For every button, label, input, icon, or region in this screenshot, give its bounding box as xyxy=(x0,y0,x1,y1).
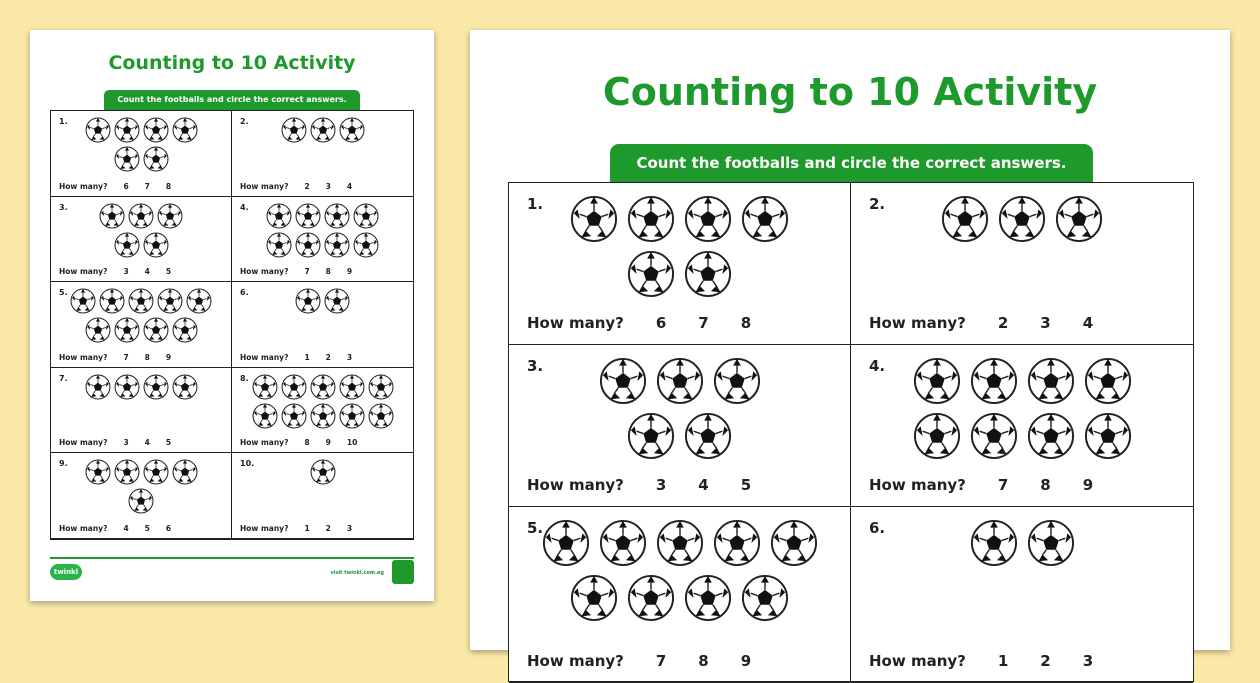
answer-option[interactable]: 8 xyxy=(325,267,331,277)
football-group xyxy=(51,459,231,517)
football-row xyxy=(627,250,732,298)
football-icon xyxy=(741,574,789,622)
football-row xyxy=(913,412,1132,460)
football-row xyxy=(266,232,379,258)
question-number: 10. xyxy=(240,459,255,469)
football-group xyxy=(232,288,413,317)
football-group xyxy=(232,117,413,146)
football-icon xyxy=(1084,357,1132,405)
answer-option[interactable]: 3 xyxy=(123,438,129,448)
how-many-label: How many? xyxy=(527,652,624,670)
question-cell xyxy=(232,197,413,283)
football-row xyxy=(114,232,169,258)
answer-row xyxy=(527,476,751,494)
answer-option[interactable]: 9 xyxy=(346,267,353,277)
answer-row xyxy=(59,182,171,191)
instruction-banner: Count the footballs and circle the correct answers. xyxy=(104,90,360,110)
answer-option[interactable]: 6 xyxy=(655,314,667,332)
football-icon xyxy=(114,117,140,143)
answer-option[interactable]: 7 xyxy=(997,476,1009,494)
question-number: 1. xyxy=(59,117,68,126)
footer-badge-icon xyxy=(392,560,414,584)
question-cell xyxy=(51,282,232,368)
question-cell xyxy=(232,111,413,197)
football-icon xyxy=(656,357,704,405)
football-icon xyxy=(252,374,278,400)
football-group xyxy=(851,519,1193,574)
question-number: 4. xyxy=(869,357,886,375)
question-number: 3. xyxy=(527,357,544,375)
football-icon xyxy=(172,117,198,143)
answer-option[interactable]: 3 xyxy=(655,476,667,494)
football-row xyxy=(310,459,336,485)
answer-row xyxy=(59,353,171,362)
football-row xyxy=(970,519,1075,567)
answer-row xyxy=(869,314,1093,332)
answer-option[interactable]: 4 xyxy=(144,438,150,448)
how-many-label: How many? xyxy=(869,314,966,332)
football-icon xyxy=(114,317,140,343)
answer-row xyxy=(240,353,352,362)
football-icon xyxy=(266,203,292,229)
answer-option[interactable]: 6 xyxy=(123,181,129,191)
answer-option[interactable]: 9 xyxy=(1082,476,1094,494)
football-icon xyxy=(570,195,618,243)
football-icon xyxy=(128,288,154,314)
football-group xyxy=(232,374,413,432)
question-number: 4. xyxy=(240,202,249,212)
football-row xyxy=(252,374,394,400)
answer-option[interactable]: 1 xyxy=(304,523,310,533)
how-many-label: How many? xyxy=(527,476,624,494)
football-icon xyxy=(684,574,732,622)
football-icon xyxy=(114,459,140,485)
question-cell xyxy=(851,345,1193,507)
answer-option[interactable]: 8 xyxy=(165,181,172,191)
answer-option[interactable]: 4 xyxy=(123,523,129,533)
answer-option[interactable]: 5 xyxy=(740,476,752,494)
question-grid-large xyxy=(508,182,1194,682)
football-row xyxy=(128,488,154,514)
answer-row xyxy=(240,524,352,533)
question-grid xyxy=(50,110,414,540)
question-number: 3. xyxy=(59,202,68,212)
answer-option[interactable]: 2 xyxy=(325,352,331,362)
football-icon xyxy=(324,232,350,258)
answer-option[interactable]: 5 xyxy=(165,438,172,448)
question-number: 1. xyxy=(527,195,544,213)
how-many-label: How many? xyxy=(59,438,108,448)
answer-option[interactable]: 5 xyxy=(144,523,150,533)
question-cell xyxy=(51,453,232,539)
answer-row xyxy=(869,476,1093,494)
question-cell xyxy=(509,345,851,507)
question-cell xyxy=(509,507,851,683)
worksheet-title: Counting to 10 Activity xyxy=(108,52,356,74)
football-icon xyxy=(114,232,140,258)
football-row xyxy=(295,288,350,314)
how-many-label: How many? xyxy=(240,523,289,533)
how-many-label: How many? xyxy=(59,181,108,191)
football-group xyxy=(51,374,231,403)
football-group xyxy=(51,288,231,346)
instruction-banner-large: Count the footballs and circle the correct answers. xyxy=(610,144,1093,182)
answer-option[interactable]: 8 xyxy=(144,352,150,362)
footer-url: visit twinkl.com.eg xyxy=(330,570,384,576)
football-group xyxy=(851,195,1193,250)
answer-option[interactable]: 10 xyxy=(346,438,358,448)
football-row xyxy=(85,374,198,400)
football-icon xyxy=(339,117,365,143)
football-icon xyxy=(324,288,350,314)
football-icon xyxy=(684,195,732,243)
question-cell xyxy=(851,183,1193,345)
football-group xyxy=(509,357,850,467)
question-number: 6. xyxy=(240,288,249,298)
football-row xyxy=(913,357,1132,405)
question-cell xyxy=(232,282,413,368)
answer-option[interactable]: 8 xyxy=(1040,476,1051,494)
question-cell xyxy=(51,111,232,197)
football-icon xyxy=(941,195,989,243)
answer-option[interactable]: 8 xyxy=(304,438,310,448)
football-icon xyxy=(172,374,198,400)
football-icon xyxy=(172,317,198,343)
question-number: 5. xyxy=(527,519,544,537)
how-many-label: How many? xyxy=(59,523,108,533)
answer-option[interactable]: 4 xyxy=(144,267,150,277)
how-many-label: How many? xyxy=(869,652,966,670)
answer-row xyxy=(240,267,352,276)
question-number: 5. xyxy=(59,288,68,298)
question-cell xyxy=(851,507,1193,683)
football-icon xyxy=(99,288,125,314)
question-number: 7. xyxy=(59,373,68,383)
footer-divider xyxy=(50,557,414,559)
question-number: 2. xyxy=(869,195,886,213)
football-icon xyxy=(339,374,365,400)
football-icon xyxy=(99,203,125,229)
football-icon xyxy=(252,403,278,429)
football-row xyxy=(281,117,365,143)
how-many-label: How many? xyxy=(240,352,289,362)
football-row xyxy=(941,195,1103,243)
football-icon xyxy=(85,317,111,343)
football-icon xyxy=(627,250,675,298)
football-icon xyxy=(186,288,212,314)
football-icon xyxy=(295,232,321,258)
football-group xyxy=(232,459,413,488)
football-group xyxy=(851,357,1193,467)
answer-option[interactable]: 5 xyxy=(165,267,172,277)
football-row xyxy=(570,195,789,243)
football-icon xyxy=(143,317,169,343)
answer-row xyxy=(59,267,171,276)
football-icon xyxy=(172,459,198,485)
football-row xyxy=(85,459,198,485)
football-icon xyxy=(1084,412,1132,460)
football-icon xyxy=(627,574,675,622)
football-icon xyxy=(114,146,140,172)
football-icon xyxy=(353,203,379,229)
how-many-label: How many? xyxy=(869,476,966,494)
football-icon xyxy=(1055,195,1103,243)
answer-option[interactable]: 7 xyxy=(123,352,129,362)
answer-option[interactable]: 8 xyxy=(740,314,752,332)
football-icon xyxy=(1027,357,1075,405)
football-icon xyxy=(684,412,732,460)
football-icon xyxy=(157,203,183,229)
worksheet-zoomed xyxy=(470,30,1230,670)
question-cell xyxy=(232,453,413,539)
how-many-label: How many? xyxy=(59,267,108,277)
football-icon xyxy=(324,203,350,229)
answer-option[interactable]: 6 xyxy=(165,523,172,533)
football-icon xyxy=(310,117,336,143)
football-icon xyxy=(295,288,321,314)
football-icon xyxy=(339,403,365,429)
football-icon xyxy=(970,357,1018,405)
football-row xyxy=(70,288,212,314)
how-many-label: How many? xyxy=(59,352,108,362)
football-icon xyxy=(114,374,140,400)
answer-option[interactable]: 3 xyxy=(346,523,353,533)
answer-option[interactable]: 3 xyxy=(1082,652,1094,670)
football-icon xyxy=(85,374,111,400)
football-icon xyxy=(368,374,394,400)
football-row xyxy=(266,203,379,229)
football-icon xyxy=(1027,519,1075,567)
answer-option[interactable]: 3 xyxy=(346,352,353,362)
football-row xyxy=(542,519,818,567)
football-icon xyxy=(570,574,618,622)
football-group xyxy=(51,203,231,261)
football-icon xyxy=(627,195,675,243)
football-icon xyxy=(599,519,647,567)
football-row xyxy=(252,403,394,429)
football-row xyxy=(570,574,789,622)
football-icon xyxy=(353,232,379,258)
answer-row xyxy=(527,314,751,332)
how-many-label: How many? xyxy=(527,314,624,332)
football-icon xyxy=(281,374,307,400)
answer-option[interactable]: 7 xyxy=(655,652,667,670)
football-icon xyxy=(770,519,818,567)
question-cell xyxy=(51,197,232,283)
answer-option[interactable]: 7 xyxy=(144,181,150,191)
question-cell xyxy=(232,368,413,454)
question-number: 2. xyxy=(240,117,249,126)
answer-option[interactable]: 3 xyxy=(325,181,331,191)
football-row xyxy=(85,117,198,143)
football-icon xyxy=(143,146,169,172)
football-icon xyxy=(542,519,590,567)
football-icon xyxy=(281,117,307,143)
how-many-label: How many? xyxy=(240,438,289,448)
football-icon xyxy=(143,459,169,485)
football-icon xyxy=(656,519,704,567)
answer-option[interactable]: 2 xyxy=(325,523,331,533)
answer-row xyxy=(869,652,1093,670)
answer-option[interactable]: 1 xyxy=(997,652,1009,670)
answer-option[interactable]: 3 xyxy=(1040,314,1051,332)
football-icon xyxy=(157,288,183,314)
football-icon xyxy=(627,412,675,460)
football-row xyxy=(114,146,169,172)
answer-option[interactable]: 9 xyxy=(740,652,752,670)
football-icon xyxy=(713,357,761,405)
answer-option[interactable]: 9 xyxy=(165,352,172,362)
football-icon xyxy=(85,117,111,143)
football-icon xyxy=(599,357,647,405)
football-icon xyxy=(913,357,961,405)
football-icon xyxy=(684,250,732,298)
football-group xyxy=(509,195,850,305)
answer-option[interactable]: 7 xyxy=(304,267,310,277)
football-icon xyxy=(713,519,761,567)
answer-option[interactable]: 4 xyxy=(1082,314,1094,332)
answer-option[interactable]: 8 xyxy=(698,652,709,670)
question-number: 8. xyxy=(240,373,249,383)
football-icon xyxy=(970,412,1018,460)
answer-row xyxy=(59,524,171,533)
football-icon xyxy=(368,403,394,429)
answer-option[interactable]: 2 xyxy=(1040,652,1051,670)
football-icon xyxy=(295,203,321,229)
answer-row xyxy=(59,438,171,447)
football-icon xyxy=(143,117,169,143)
worksheet-title-large: Counting to 10 Activity xyxy=(602,70,1098,114)
answer-option[interactable]: 4 xyxy=(346,181,353,191)
football-icon xyxy=(970,519,1018,567)
football-icon xyxy=(913,412,961,460)
football-icon xyxy=(143,374,169,400)
football-group xyxy=(509,519,850,629)
football-icon xyxy=(741,195,789,243)
answer-option[interactable]: 7 xyxy=(698,314,709,332)
question-number: 6. xyxy=(869,519,886,537)
football-row xyxy=(85,317,198,343)
worksheet-thumbnail xyxy=(30,30,434,601)
answer-option[interactable]: 4 xyxy=(698,476,709,494)
football-icon xyxy=(281,403,307,429)
football-icon xyxy=(128,488,154,514)
football-icon xyxy=(310,403,336,429)
answer-option[interactable]: 1 xyxy=(304,352,310,362)
football-icon xyxy=(128,203,154,229)
football-row xyxy=(627,412,732,460)
how-many-label: How many? xyxy=(240,267,289,277)
question-number: 9. xyxy=(59,459,68,469)
football-row xyxy=(599,357,761,405)
answer-option[interactable]: 9 xyxy=(325,438,331,448)
football-icon xyxy=(85,459,111,485)
football-icon xyxy=(70,288,96,314)
football-icon xyxy=(310,459,336,485)
how-many-label: How many? xyxy=(240,181,289,191)
question-cell xyxy=(51,368,232,454)
question-cell xyxy=(509,183,851,345)
answer-row xyxy=(527,652,751,670)
football-icon xyxy=(998,195,1046,243)
football-row xyxy=(99,203,183,229)
football-icon xyxy=(266,232,292,258)
football-icon xyxy=(310,374,336,400)
football-icon xyxy=(1027,412,1075,460)
answer-row xyxy=(240,438,357,447)
football-icon xyxy=(143,232,169,258)
answer-option[interactable]: 3 xyxy=(123,267,129,277)
answer-option[interactable]: 2 xyxy=(304,181,310,191)
answer-option[interactable]: 2 xyxy=(997,314,1009,332)
twinkl-logo: twinkl xyxy=(50,564,82,580)
football-group xyxy=(232,203,413,261)
answer-row xyxy=(240,182,352,191)
football-group xyxy=(51,117,231,175)
